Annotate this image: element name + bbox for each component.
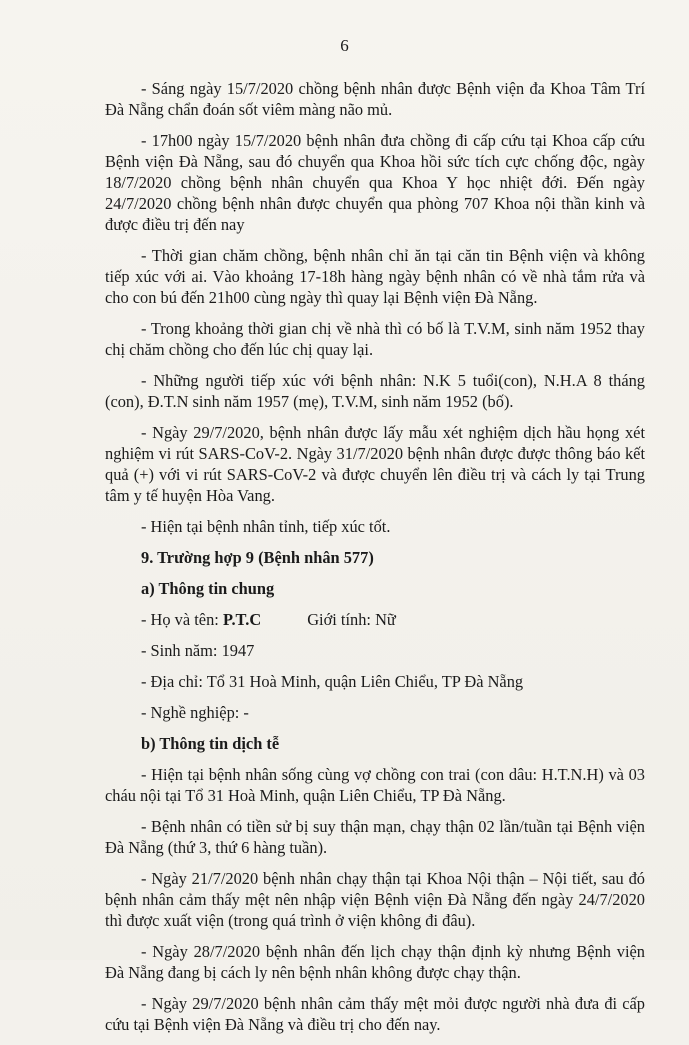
case-heading: 9. Trường hợp 9 (Bệnh nhân 577) [141, 548, 374, 567]
paragraph: - Hiện tại bệnh nhân sống cùng vợ chồng con trai (con dâu: H.T.N.H) và 03 cháu nội tại Tổ 31 Hoà Minh, quận Liên Chiểu, TP Đà Nẵng. [105, 765, 645, 805]
paragraph: - Ngày 28/7/2020 bệnh nhân đến lịch chạy thận định kỳ nhưng Bệnh viện Đà Nẵng đang bị cách ly nên bệnh nhân không được chạy thận. [105, 942, 645, 982]
section-a-heading: a) Thông tin chung [141, 579, 275, 598]
paragraph: - Hiện tại bệnh nhân tỉnh, tiếp xúc tốt. [141, 517, 391, 536]
paragraph: - Bệnh nhân có tiền sử bị suy thận mạn, chạy thận 02 lần/tuần tại Bệnh viện Đà Nẵng (thứ 3, thứ 6 hàng tuần). [105, 817, 645, 857]
name-gender-line [105, 609, 645, 630]
paragraph: - 17h00 ngày 15/7/2020 bệnh nhân đưa chồng đi cấp cứu tại Khoa cấp cứu Bệnh viện Đà Nẵng, sau đó chuyển qua Khoa hồi sức tích cực chống độc, ngày 18/7/2020 chồng bệnh nhân chuyển qua Khoa Y học nhiệt đới. Đến ngày 24/7/2020 chồng bệnh nhân được chuyển qua phòng 707 Khoa nội thần kinh và được điều trị đến nay [105, 131, 645, 234]
name-label: - Họ và tên: [141, 610, 223, 629]
paragraph: - Sáng ngày 15/7/2020 chồng bệnh nhân được Bệnh viện đa Khoa Tâm Trí Đà Nẵng chẩn đoán sốt viêm màng não mủ. [105, 79, 645, 119]
page-number: 6 [340, 36, 349, 55]
paragraph: - Trong khoảng thời gian chị về nhà thì có bố là T.V.M, sinh năm 1952 thay chị chăm chồng cho đến lúc chị quay lại. [105, 319, 645, 359]
birth-year-field: - Sinh năm: 1947 [141, 641, 255, 660]
paragraph: - Ngày 21/7/2020 bệnh nhân chạy thận tại Khoa Nội thận – Nội tiết, sau đó bệnh nhân cảm thấy mệt nên nhập viện Bệnh viện Đà Nẵng đến ngày 24/7/2020 thì được xuất viện (trong quá trình ở viện không đi đâu). [105, 869, 645, 930]
paragraph: - Ngày 29/7/2020, bệnh nhân được lấy mẫu xét nghiệm dịch hầu họng xét nghiệm vi rút SARS-CoV-2. Ngày 31/7/2020 bệnh nhân được được thông báo kết quả (+) với vi rút SARS-CoV-2 và được chuyển lên điều trị và cách ly tại Trung tâm y tế huyện Hòa Vang. [105, 423, 645, 505]
paragraph: - Thời gian chăm chồng, bệnh nhân chỉ ăn tại căn tin Bệnh viện và không tiếp xúc với ai. Vào khoảng 17-18h hàng ngày bệnh nhân có về nhà tắm rửa và cho con bú đến 21h00 cùng ngày thì quay lại Bệnh viện Đà Nẵng. [105, 246, 645, 307]
address-field: - Địa chỉ: Tổ 31 Hoà Minh, quận Liên Chiểu, TP Đà Nẵng [141, 672, 524, 691]
section-b-heading: b) Thông tin dịch tễ [141, 734, 280, 753]
document-body [105, 78, 645, 1045]
occupation-field: - Nghề nghiệp: - [141, 703, 249, 722]
gender-field: Giới tính: Nữ [307, 610, 396, 629]
name-value: P.T.C [222, 610, 262, 629]
paragraph: - Ngày 29/7/2020 bệnh nhân cảm thấy mệt mỏi được người nhà đưa đi cấp cứu tại Bệnh viện Đà Nẵng và điều trị cho đến nay. [105, 994, 645, 1034]
paragraph: - Những người tiếp xúc với bệnh nhân: N.K 5 tuổi(con), N.H.A 8 tháng (con), Đ.T.N sinh năm 1957 (mẹ), T.V.M, sinh năm 1952 (bố). [105, 371, 645, 411]
